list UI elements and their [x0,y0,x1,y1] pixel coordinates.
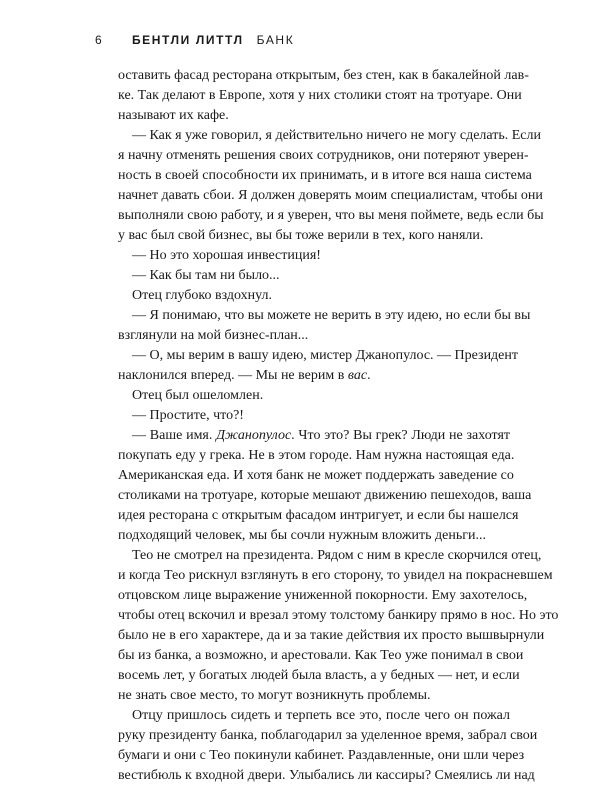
text-line: Отцу пришлось сидеть и терпеть все это, после чего он пожал [132,708,510,723]
text-line: Отец был ошеломлен. [132,388,264,403]
text-fragment: — Ваше имя. [132,428,213,443]
text-line: — Как бы там ни было... [132,268,280,283]
text-line: — О, мы верим в вашу идею, мистер Джанопулос. — Президент [132,348,519,363]
text-line: ность в своей способности их принимать, и в итоге вся наша система [118,168,532,183]
text-line: покупать еду у грека. Не в этом городе. Нам нужна настоящая еда. [118,448,515,463]
text-line: и когда Тео рискнул взглянуть в его сторону, то увидел на покрасневшем [118,568,553,583]
text-line [118,426,510,446]
text-line: — Но это хорошая инвестиция! [132,248,321,263]
text-fragment: наклонился вперед. — Мы не верим в [118,368,345,383]
italic-word: вас [347,368,368,383]
text-line: Американская еда. И хотя банк не может поддержать заведение со [118,468,514,483]
text-line: бумаги и они с Тео покинули кабинет. Раздавленные, они шли через [118,748,525,763]
text-line: руку президенту банка, поблагодарил за уделенное время, забрал свои [118,728,538,743]
text-line: столиками на тротуаре, которые мешают движению пешеходов, ваша [118,488,532,503]
text-line: отцовском лице выражение униженной покорности. Ему захотелось, [118,588,528,603]
text-line [118,366,510,386]
text-line: восемь лет, у богатых людей была власть, а у бедных — нет, и если [118,668,520,683]
text-line: ке. Так делают в Европе, хотя у них столики стоят на тротуаре. Они [118,88,522,103]
running-header [95,33,294,47]
author-name: БЕНТЛИ ЛИТТЛ [131,33,244,47]
text-line: я начну отменять решения своих сотрудников, они потеряют уверен- [118,148,529,163]
text-line: бы из банка, а возможно, и арестовали. Как Тео уже понимал в свои [118,648,524,663]
text-line: начнет давать сбои. Я должен доверять моим специалистам, чтобы они [118,188,543,203]
text-line: оставить фасад ресторана открытым, без стен, как в бакалейной лав- [118,68,529,83]
text-line: было не в его характере, да и за такие действия их просто вышвырнули [118,628,545,643]
body-text [118,66,559,786]
text-line: выполняли свою работу, и я уверен, что вы меня поймете, ведь если бы [118,208,544,223]
text-line: идея ресторана с открытым фасадом интригует, и если бы нашелся [118,508,519,523]
text-line: — Как я уже говорил, я действительно ничего не могу сделать. Если [132,128,541,143]
text-line: не знать свое место, то могут возникнуть проблемы. [118,688,431,703]
text-fragment: . [367,368,371,383]
page-number: 6 [95,33,104,47]
text-line: — Простите, что?! [132,408,244,423]
text-line: Тео не смотрел на президента. Рядом с ним в кресле скорчился отец, [132,548,542,563]
text-fragment: . Что это? Вы грек? Люди не захотят [291,428,510,443]
text-line: — Я понимаю, что вы можете не верить в эту идею, но если бы вы [132,308,531,323]
text-line: у вас был свой бизнес, вы бы тоже верили в тех, кого наняли. [118,228,484,243]
italic-word: Джанопулос [216,428,292,443]
text-line: вестибюль к входной двери. Улыбались ли кассиры? Смеялись ли над [118,768,535,783]
text-line: подходящий человек, мы бы сочли нужным вложить деньги... [118,528,486,543]
text-line: Отец глубоко вздохнул. [132,288,273,303]
text-line: чтобы отец вскочил и врезал этому толстому банкиру прямо в нос. Но это [118,608,559,623]
text-line: называют их кафе. [118,108,229,123]
text-line: взглянули на мой бизнес-план... [118,328,309,343]
book-title: БАНК [256,33,295,47]
